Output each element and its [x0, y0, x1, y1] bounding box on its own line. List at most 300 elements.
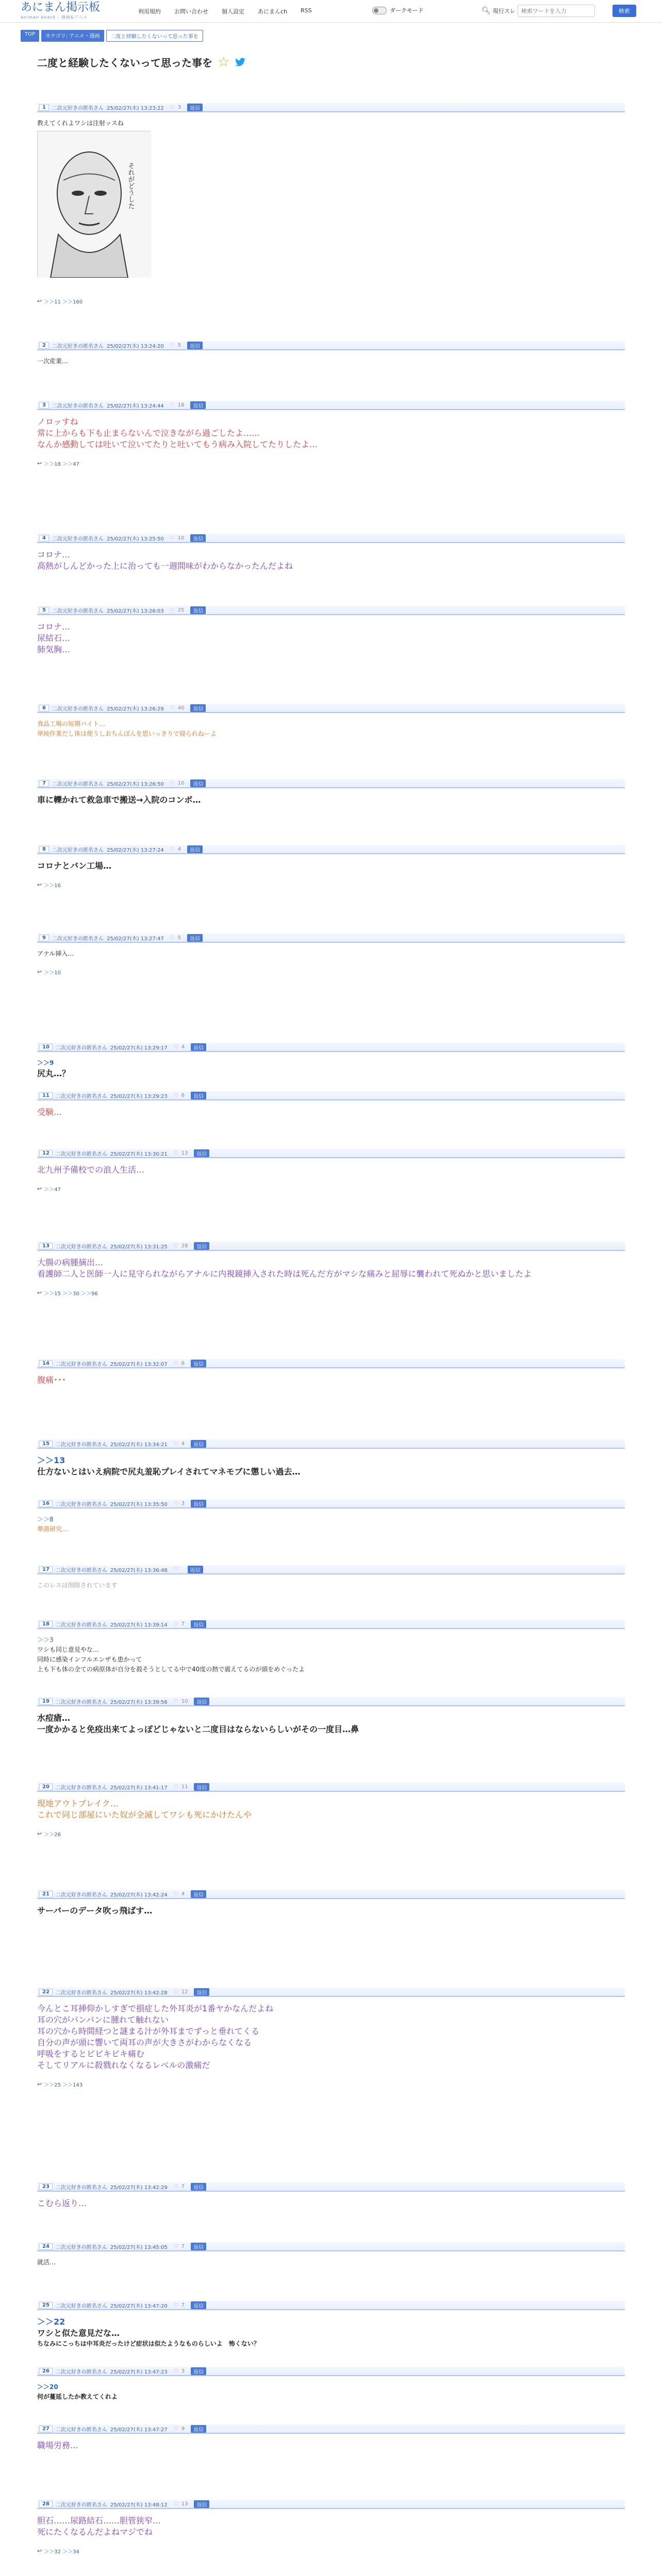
post-body	[37, 1798, 625, 1821]
post-text-line: コロナ…	[37, 550, 71, 560]
like-count: 10	[181, 1698, 188, 1704]
reply-refs[interactable]	[37, 2547, 79, 2555]
post-body	[37, 549, 625, 572]
poster-name: 二次元好きの匿名さん	[55, 1699, 107, 1705]
post-header	[37, 1783, 625, 1792]
poster-name: 二次元好きの匿名さん	[55, 2502, 107, 2508]
post-header	[37, 1043, 625, 1052]
post-number[interactable]: 1	[39, 104, 49, 111]
like-icon[interactable]: ♡	[170, 342, 175, 348]
like-count: 3	[181, 1500, 185, 1506]
post-body	[37, 1905, 625, 1917]
like-icon[interactable]: ♡	[173, 1243, 178, 1249]
post-header	[37, 1242, 625, 1251]
post-date: 25/02/27(木) 13:26:03	[106, 608, 164, 614]
poster-name: 二次元好きの匿名さん	[55, 1442, 107, 1448]
post-text-line: 今んとこ耳挿仰かしすぎで損症した外耳炎が1番ヤかなんだよね	[37, 2004, 274, 2013]
post-text-line: 一次産業…	[37, 358, 69, 365]
post-body	[37, 118, 625, 128]
like-icon[interactable]: ♡	[170, 535, 175, 541]
like-icon[interactable]: ♡	[173, 1891, 178, 1897]
post-text-line: 肺気胸…	[37, 645, 71, 654]
post-number[interactable]: 26	[39, 2368, 53, 2375]
reply-button[interactable]: 返信	[187, 342, 203, 349]
post-body	[37, 719, 625, 739]
poster-name: 二次元好きの匿名さん	[52, 105, 104, 111]
reply-button[interactable]: 返信	[194, 1149, 209, 1157]
poster-name: 二次元好きの匿名さん	[52, 608, 104, 614]
poster-name: 二次元好きの匿名さん	[52, 343, 104, 349]
reply-button[interactable]: 返信	[190, 401, 206, 409]
poster-name: 二次元好きの匿名さん	[52, 403, 104, 409]
reply-refs[interactable]	[37, 2080, 82, 2088]
post-header	[37, 1988, 625, 1997]
post-body	[37, 1515, 625, 1534]
like-icon[interactable]: ♡	[173, 1566, 178, 1572]
post-header	[37, 2367, 625, 2376]
post-text-line: 仕方ないとはいえ病院で尻丸羞恥プレイされてマネモブに懲しい過去…	[37, 1467, 301, 1477]
reply-button[interactable]: 返信	[191, 2183, 206, 2191]
reply-ref-links[interactable]: ＞＞26	[44, 1832, 61, 1838]
post-date: 25/02/27(木) 13:31:25	[110, 1244, 168, 1250]
like-icon[interactable]: ♡	[173, 1989, 178, 1995]
reply-button[interactable]: 返信	[190, 779, 206, 787]
post-header	[37, 401, 625, 410]
post-text-line[interactable]: ＞＞22	[37, 2317, 65, 2327]
like-count: 6	[181, 1360, 185, 1366]
post-number[interactable]: 11	[39, 1092, 53, 1099]
post-header	[37, 779, 625, 788]
post-date: 25/02/27(木) 13:36:48	[110, 1567, 168, 1573]
post-date: 25/02/27(木) 13:29:17	[110, 1045, 168, 1051]
like-count: 4	[181, 1891, 185, 1897]
reply-button[interactable]: 返信	[191, 1092, 206, 1099]
post-body	[37, 1635, 625, 1674]
like-count: 10	[177, 780, 185, 786]
like-icon[interactable]: ♡	[170, 402, 175, 408]
post-text-line: ノロッすね	[37, 417, 78, 427]
logo-main: あにまん掲示板	[21, 1, 101, 14]
post-body	[37, 357, 625, 366]
post-header	[37, 1565, 625, 1574]
post-date: 25/02/27(木) 13:47:20	[110, 2303, 168, 2309]
image-caption: それがどうした	[126, 162, 135, 209]
poster-name: 二次元好きの匿名さん	[52, 847, 104, 853]
like-count: 5	[177, 935, 181, 941]
nav-settings[interactable]: 個人設定	[222, 8, 244, 15]
post-text-line: 一度かかると免疫出来てよっぽどじゃないと二度目はならないらしいがその一度目…鼻	[37, 1724, 359, 1734]
like-icon[interactable]: ♡	[173, 2243, 178, 2249]
like-count: 12	[181, 1989, 188, 1995]
post-date: 25/02/27(木) 13:24:20	[106, 343, 164, 349]
reply-button[interactable]: 返信	[190, 704, 206, 712]
poster-name: 二次元好きの匿名さん	[55, 1361, 107, 1367]
post-number[interactable]: 21	[39, 1891, 53, 1897]
like-count: 5	[177, 342, 181, 348]
reply-button[interactable]: 返信	[194, 1242, 209, 1250]
post-date: 25/02/27(木) 13:27:47	[106, 936, 164, 942]
like-icon[interactable]: ♡	[173, 1092, 178, 1098]
like-count: 25	[177, 607, 185, 613]
search-icon: 🔍︎	[482, 7, 491, 15]
post-text-line: 常に上からも下も止まらないんで泣きながら過ごしたよ……	[37, 428, 260, 438]
post-header	[37, 103, 625, 112]
post-header	[37, 2182, 625, 2192]
reply-button[interactable]: 返信	[191, 1620, 206, 1628]
poster-name: 二次元好きの匿名さん	[55, 1990, 107, 1996]
post-date: 25/02/27(木) 13:23:22	[106, 105, 164, 111]
poster-name: 二次元好きの匿名さん	[55, 1045, 107, 1051]
post-number[interactable]: 10	[39, 1044, 53, 1050]
reply-button[interactable]: 返信	[194, 1698, 209, 1705]
post-text-line: 高熱がしんどかった上に治っても一週間味がわからなかったんだよね	[37, 561, 293, 571]
post-body	[37, 2440, 625, 2451]
post-header	[37, 1697, 625, 1706]
reply-button[interactable]: 返信	[194, 1988, 209, 1996]
like-icon[interactable]: ♡	[170, 705, 175, 711]
like-count: 3	[181, 2368, 185, 2374]
reply-ref-links[interactable]: ＞＞32 ＞＞34	[44, 2549, 79, 2555]
poster-name: 二次元好きの匿名さん	[55, 2303, 107, 2309]
post-text-line: 尿結石…	[37, 633, 71, 643]
like-count: 9	[181, 2426, 185, 2432]
search-scope[interactable]: 現行スレ	[492, 8, 516, 14]
reply-button[interactable]: 返信	[191, 1043, 206, 1051]
post-header	[37, 2242, 625, 2251]
post-header	[37, 2425, 625, 2434]
post-text-line: アナル挿入…	[37, 950, 74, 957]
post-date: 25/02/27(木) 13:27:24	[106, 847, 164, 853]
post-text-line: コロナ…	[37, 622, 71, 632]
like-count: 3	[177, 104, 181, 110]
post-text-line: サーバーのデータ吹っ飛ばす…	[37, 1906, 153, 1916]
poster-name: 二次元好きの匿名さん	[55, 2244, 107, 2250]
post-text-line: 呼吸をするとピビキビキ痛む	[37, 2049, 145, 2059]
like-icon[interactable]: ♡	[173, 1621, 178, 1627]
reply-ref-links[interactable]: ＞＞15 ＞＞30 ＞＞96	[44, 1291, 98, 1297]
like-count: 13	[181, 2501, 188, 2507]
post-text-line: 華菌研究…	[37, 1526, 69, 1533]
post-text-line[interactable]: ＞＞3	[37, 1636, 54, 1643]
like-icon[interactable]: ♡	[173, 1500, 178, 1506]
post-text-line: 水痘瘡…	[37, 1713, 71, 1723]
like-count: 4	[181, 1044, 185, 1050]
reply-button[interactable]: 返信	[188, 1566, 203, 1573]
post-number[interactable]: 15	[39, 1440, 53, 1447]
post-date: 25/02/27(木) 13:34:21	[110, 1442, 168, 1448]
post-text-line: 食品工場の短期バイト…	[37, 720, 106, 727]
post-body	[37, 1581, 625, 1590]
post-text-line: 就活…	[37, 2259, 56, 2266]
post-body	[37, 1455, 625, 1478]
post-number[interactable]: 4	[39, 535, 49, 541]
like-count: 4	[181, 1440, 185, 1447]
post-body	[37, 2382, 625, 2402]
post-text-line: ワシも同じ意見やな…	[37, 1646, 100, 1653]
post-text-line: 北九州予備校での浪人生活…	[37, 1165, 145, 1175]
poster-name: 二次元好きの匿名さん	[55, 1151, 107, 1157]
post-date: 25/02/27(木) 13:26:50	[106, 781, 164, 787]
like-icon[interactable]: ♡	[173, 1044, 178, 1050]
post-number[interactable]: 16	[39, 1500, 53, 1507]
post-header	[37, 2500, 625, 2509]
post-number[interactable]: 22	[39, 1989, 53, 1995]
post-body	[37, 794, 625, 806]
post-body	[37, 416, 625, 450]
search-button[interactable]: 検索	[613, 5, 636, 17]
post-text-line: コロナとバン工場…	[37, 861, 112, 871]
poster-name: 二次元好きの匿名さん	[55, 2369, 107, 2375]
post-header	[37, 534, 625, 543]
post-number[interactable]: 8	[39, 846, 49, 853]
reply-arrow-icon: ↩	[37, 2548, 42, 2554]
post-body	[37, 2316, 625, 2349]
post-header	[37, 1091, 625, 1100]
like-count: 18	[177, 402, 185, 408]
post-header	[37, 1359, 625, 1368]
reply-arrow-icon: ↩	[37, 298, 42, 304]
post-text-line: 死にたくなるんだよねマジでね	[37, 2527, 153, 2537]
nav-animanch[interactable]: あにまんch	[258, 8, 288, 15]
like-icon[interactable]: ♡	[173, 2501, 178, 2507]
reply-ref-links[interactable]: ＞＞11 ＞＞160	[44, 299, 83, 305]
reply-button[interactable]: 返信	[191, 1890, 206, 1898]
post-date: 25/02/27(木) 13:41:17	[110, 1785, 168, 1791]
post-body	[37, 2198, 625, 2209]
breadcrumb-category[interactable]: カテゴリ: アニメ・漫画	[41, 30, 104, 42]
nav-contact[interactable]: お問い合わせ	[174, 8, 208, 15]
post-text-line: 耳の穴がパンパンに腫れて触れない	[37, 2015, 169, 2025]
reply-arrow-icon: ↩	[37, 882, 42, 888]
like-count: 7	[181, 2302, 185, 2308]
reply-refs[interactable]	[37, 1185, 61, 1193]
reply-button[interactable]: 返信	[190, 606, 206, 614]
reply-ref-links[interactable]: ＞＞16	[44, 883, 61, 889]
dark-mode-label: ダークモード	[390, 7, 424, 14]
poster-name: 二次元好きの匿名さん	[52, 936, 104, 942]
poster-name: 二次元好きの匿名さん	[55, 1244, 107, 1250]
poster-name: 二次元好きの匿名さん	[52, 781, 104, 787]
post-text-line: 同時に感染インフルエンザも患かって	[37, 1656, 142, 1663]
like-icon[interactable]: ♡	[173, 1150, 178, 1156]
like-icon[interactable]: ♡	[170, 935, 175, 941]
like-icon[interactable]: ♡	[173, 1784, 178, 1790]
post-text-line: 大腸の病腫摘出…	[37, 1258, 104, 1267]
post-text-line[interactable]: ＞＞8	[37, 1516, 54, 1523]
reply-button[interactable]: 返信	[191, 1500, 206, 1507]
like-icon[interactable]: ♡	[173, 2183, 178, 2190]
post-text-line: 何が蔓延したか教えてくれよ	[37, 2393, 118, 2400]
post-text-line: 教えてくれよワシは注射ッスね	[37, 120, 124, 127]
post-text-line: 看護師二人と医師一人に見守られながらアナルに内視鏡挿入された時は死んだ方がマシな痛みと屈辱に襲われて死ぬかと思いましたよ	[37, 1269, 532, 1279]
post-number[interactable]: 3	[39, 402, 49, 409]
like-count: 7	[181, 2243, 185, 2249]
reply-refs[interactable]	[37, 1289, 98, 1297]
like-count: 40	[177, 705, 185, 711]
post-text-line: 腹痛･･･	[37, 1375, 67, 1385]
reply-button[interactable]: 返信	[191, 2367, 206, 2375]
post-text-line: 胆石……尿路結石……胆管狭窄…	[37, 2516, 161, 2526]
post-number[interactable]: 13	[39, 1243, 53, 1249]
post-date: 25/02/27(木) 13:42:24	[110, 1892, 168, 1898]
post-text-line: 自分の声が頭に響いて両耳の声が大きさがわからなくなる	[37, 2038, 252, 2047]
like-icon[interactable]: ♡	[173, 2426, 178, 2432]
post-text-line: なんか感動しては吐いて泣いてたりと吐いてもう病み入院してたりしたよ…	[37, 439, 318, 449]
reply-refs[interactable]	[37, 1830, 61, 1838]
post-number[interactable]: 27	[39, 2426, 53, 2432]
breadcrumb-top[interactable]: TOP	[21, 30, 39, 42]
reply-button[interactable]: 返信	[191, 2243, 206, 2250]
post-date: 25/02/27(木) 13:30:21	[110, 1151, 168, 1157]
like-count: 28	[181, 1243, 188, 1249]
post-text-line[interactable]: ＞＞9	[37, 1059, 54, 1066]
post-header	[37, 1890, 625, 1899]
post-date: 25/02/27(木) 13:24:44	[106, 403, 164, 409]
reply-button[interactable]: 返信	[190, 534, 206, 542]
post-date: 25/02/27(木) 13:29:23	[110, 1093, 168, 1099]
post-date: 25/02/27(木) 13:42:29	[110, 2184, 168, 2191]
reply-button[interactable]: 返信	[187, 104, 203, 111]
post-text-line: こむら返り…	[37, 2198, 87, 2208]
post-text-line: 上も下も体の全ての病原体が自分を殺そうとしてる中で40度の熱で震えてるのが頭をめぐったよ	[37, 1666, 305, 1673]
like-count: 7	[181, 2183, 185, 2190]
reply-refs[interactable]	[37, 460, 79, 467]
post-text-line: 車に轢かれて救急車で搬送→入院のコンボ…	[37, 795, 201, 805]
post-header	[37, 2301, 625, 2310]
post-number[interactable]: 6	[39, 705, 49, 711]
like-icon[interactable]: ♡	[173, 2302, 178, 2308]
post-body	[37, 860, 625, 872]
post-text-line: ワシと似た意見だな…	[37, 2328, 120, 2338]
post-body	[37, 621, 625, 655]
reply-arrow-icon: ↩	[37, 460, 42, 467]
post-number[interactable]: 2	[39, 342, 49, 349]
post-number[interactable]: 19	[39, 1698, 53, 1705]
post-header	[37, 934, 625, 943]
nav-rss[interactable]: RSS	[301, 7, 312, 14]
like-icon[interactable]: ♡	[170, 780, 175, 786]
post-body	[37, 2515, 625, 2538]
reply-arrow-icon: ↩	[37, 969, 42, 975]
post-text-line[interactable]: ＞＞13	[37, 1455, 65, 1465]
reply-button[interactable]: 返信	[187, 845, 203, 853]
reply-button[interactable]: 返信	[187, 934, 203, 942]
reply-arrow-icon: ↩	[37, 2081, 42, 2088]
post-header	[37, 1499, 625, 1509]
poster-name: 二次元好きの匿名さん	[55, 1093, 107, 1099]
post-text-line: 職場労務…	[37, 2441, 79, 2450]
post-header	[37, 341, 625, 350]
like-count: 7	[181, 1621, 185, 1627]
reply-arrow-icon: ↩	[37, 1831, 42, 1837]
reply-refs[interactable]	[37, 297, 82, 305]
poster-name: 二次元好きの匿名さん	[52, 536, 104, 542]
like-icon[interactable]: ♡	[170, 607, 175, 613]
post-number[interactable]: 23	[39, 2183, 53, 2190]
post-date: 25/02/27(木) 13:35:50	[110, 1501, 168, 1507]
post-date: 25/02/27(木) 13:25:50	[106, 536, 164, 542]
reply-ref-links[interactable]: ＞＞47	[44, 1187, 61, 1193]
post-text-line: これで同じ部屋にいた奴が全滅してワシも死にかけたんや	[37, 1810, 252, 1820]
reply-ref-links[interactable]: ＞＞18 ＞＞47	[44, 462, 79, 467]
poster-name: 二次元好きの匿名さん	[55, 1567, 107, 1573]
like-icon[interactable]: ♡	[173, 2368, 178, 2374]
star-icon[interactable]: ☆	[218, 54, 230, 70]
poster-name: 二次元好きの匿名さん	[52, 706, 104, 712]
post-date: 25/02/27(木) 13:47:23	[110, 2369, 168, 2375]
breadcrumb-current: 二度と経験したくないって思った事を	[106, 30, 203, 42]
post-date: 25/02/27(木) 13:32:07	[110, 1361, 168, 1367]
post-number[interactable]: 12	[39, 1150, 53, 1157]
post-date: 25/02/27(木) 13:39:14	[110, 1622, 168, 1628]
reply-button[interactable]: 返信	[191, 1360, 206, 1367]
post-body	[37, 1375, 625, 1386]
like-icon[interactable]: ♡	[170, 846, 175, 852]
reply-ref-links[interactable]: ＞＞25 ＞＞143	[44, 2082, 83, 2088]
post-body	[37, 1257, 625, 1280]
reply-button[interactable]: 返信	[194, 2500, 209, 2508]
reply-ref-links[interactable]: ＞＞10	[44, 970, 61, 976]
post-number[interactable]: 9	[39, 935, 49, 941]
poster-name: 二次元好きの匿名さん	[55, 1622, 107, 1628]
reply-arrow-icon: ↩	[37, 1290, 42, 1296]
reply-refs[interactable]	[37, 881, 61, 889]
post-header	[37, 606, 625, 615]
post-number[interactable]: 14	[39, 1360, 53, 1367]
post-header	[37, 704, 625, 713]
post-number[interactable]: 7	[39, 780, 49, 787]
post-number[interactable]: 18	[39, 1621, 53, 1628]
like-icon[interactable]: ♡	[173, 1440, 178, 1447]
poster-name: 二次元好きの匿名さん	[55, 1892, 107, 1898]
post-text-line: 単純作業だし体は使うしおちんぽんを思いっきりで寝られねーよ	[37, 730, 217, 737]
post-number[interactable]: 28	[39, 2501, 53, 2507]
post-header	[37, 1439, 625, 1449]
thread-title: 二度と経験したくないって思った事を	[37, 57, 212, 69]
post-body	[37, 949, 625, 959]
like-icon[interactable]: ♡	[173, 1360, 178, 1366]
post-number[interactable]: 17	[39, 1566, 53, 1573]
nav-terms[interactable]: 利用規約	[138, 8, 161, 15]
post-number[interactable]: 20	[39, 1784, 53, 1790]
like-icon[interactable]: ♡	[173, 1698, 178, 1704]
reply-button[interactable]: 返信	[191, 1440, 206, 1448]
post-text-line: このレスは削除されています	[37, 1582, 118, 1589]
like-count: 6	[181, 1092, 185, 1098]
post-date: 25/02/27(木) 13:39:56	[110, 1699, 168, 1705]
post-number[interactable]: 24	[39, 2243, 53, 2250]
post-date: 25/02/27(木) 13:48:12	[110, 2502, 168, 2508]
reply-button[interactable]: 返信	[194, 1783, 209, 1791]
poster-name: 二次元好きの匿名さん	[55, 1785, 107, 1791]
reply-button[interactable]: 返信	[191, 2425, 206, 2433]
like-count: 4	[177, 846, 181, 852]
post-body	[37, 2258, 625, 2267]
post-number[interactable]: 5	[39, 607, 49, 614]
post-date: 25/02/27(木) 13:42:28	[110, 1990, 168, 1996]
post-body	[37, 1164, 625, 1176]
post-header	[37, 1149, 625, 1158]
reply-button[interactable]: 返信	[191, 2301, 206, 2309]
logo-sub: animan board - 漫画&アニメ	[21, 15, 88, 20]
post-number[interactable]: 25	[39, 2302, 53, 2309]
like-count: 11	[181, 1784, 188, 1790]
post-body	[37, 1107, 625, 1118]
like-icon[interactable]: ♡	[170, 104, 175, 110]
post-text-line: ちなみにこっちは中耳炎だったけど症状は似たようなものらしいよ 怖くない？	[37, 2340, 260, 2347]
post-text-line[interactable]: ＞＞20	[37, 2383, 58, 2391]
reply-refs[interactable]	[37, 968, 61, 976]
